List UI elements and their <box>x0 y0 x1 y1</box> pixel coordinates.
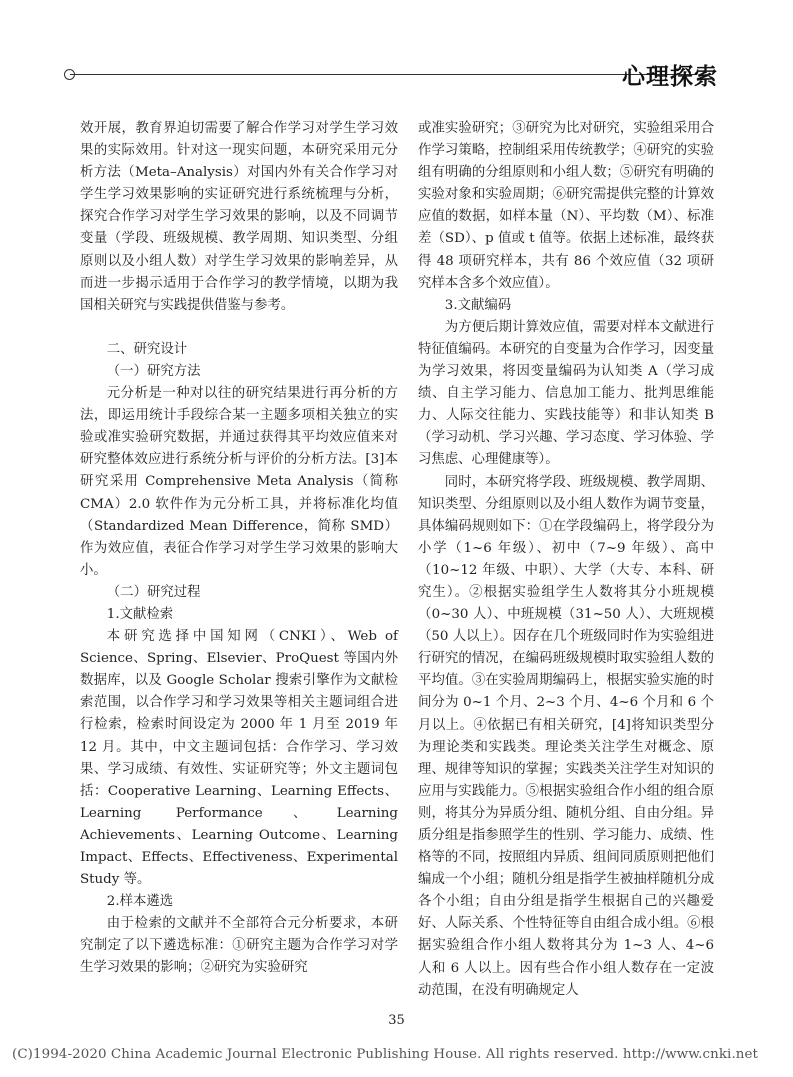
copyright-notice: (C)1994-2020 China Academic Journal Electronic Publishing House. All rights reserved. http://www.cnki.net <box>12 1047 759 1062</box>
left-column <box>80 118 398 980</box>
paragraph-gap <box>80 317 398 339</box>
page-number: 35 <box>388 1013 405 1028</box>
right-column <box>418 118 714 1002</box>
section-heading: （二）研究过程 <box>106 584 201 600</box>
section-heading: 3.文献编码 <box>444 297 512 313</box>
body-paragraph: 或准实验研究；③研究为比对研究，实验组采用合作学习策略，控制组采用传统教学；④研究的实验组有明确的分组原则和小组人数；⑤研究有明确的实验对象和实验周期；⑥研究需提供完整的计算效应值的数据，如样本量（N）、平均数（M）、标准差（SD）、p 值或 t 值等。依据上述标准，最终获得 48 项研究样本，共有 86 个效应值（32 项研究样本含多个效应值）。 <box>418 121 714 291</box>
body-paragraph: 元分析是一种对以往的研究结果进行再分析的方法，即运用统计手段综合某一主题多项相关独立的实验或准实验研究数据，并通过获得其平均效应值来对研究整体效应进行系统分析与评价的分析方法。[3]本研究采用 Comprehensive Meta Analysis（简称 CMA）2.0 软件作为元分析工具，并将标准化均值（Standardized Mean Difference，简称 SMD）作为效应值，表征合作学习对学生学习效果的影响大小。 <box>80 386 398 578</box>
body-paragraph: 由于检索的文献并不全部符合元分析要求，本研究制定了以下遴选标准：①研究主题为合作学习对学生学习效果的影响；②研究为实验研究 <box>80 916 398 976</box>
section-heading: 二、研究设计 <box>106 341 188 357</box>
body-paragraph: 同时，本研究将学段、班级规模、教学周期、知识类型、分组原则以及小组人数作为调节变量，具体编码规则如下：①在学段编码上，将学段分为小学（1~6 年级）、初中（7~9 年级）、高中（10~12 年级、中职）、大学（大专、本科、研究生）。②根据实验组学生人数将其分小班规模（0~30 人）、中班规模（31~50 人）、大班规模（50 人以上）。因存在几个班级同时作为实验组进行研究的情况，在编码班级规模时取实验组人数的平均值。③在实验周期编码上，根据实验实施的时间分为 0~1 个月、2~3 个月、4~6 个月和 6 个月以上。④依据已有相关研究，[4]将知识类型分为理论类和实践类。理论类关注学生对概念、原理、规律等知识的掌握；实践类关注学生对知识的应用与实践能力。⑤根据实验组合作小组的组合原则，将其分为异质分组、随机分组、自由分组。异质分组是指参照学生的性别、学习能力、成绩、性格等的不同，按照组内异质、组间同质原则把他们编成一个小组；随机分组是指学生被抽样随机分成各个小组；自由分组是指学生根据自己的兴趣爱好、人际关系、个性特征等自由组合成小组。⑥根据实验组合作小组人数将其分为 1~3 人、4~6 人和 6 人以上。因有些合作小组人数存在一定波动范围，在没有明确规定人 <box>418 474 714 998</box>
section-heading: （一）研究方法 <box>106 363 201 379</box>
section-title: 心理探索 <box>622 64 718 90</box>
section-heading: 1.文献检索 <box>106 606 174 622</box>
body-paragraph: 本研究选择中国知网（CNKI）、Web of Science、Spring、Elsevier、ProQuest 等国内外数据库，以及 Google Scholar 搜索引擎作为文献检索范围，以合作学习和学习效果等相关主题词组合进行检索，检索时间设定为 2000 年 1 月至 2019 年 12 月。其中，中文主题词包括：合作学习、学习效果、学习成绩、有效性、实证研究等；外文主题词包括：Cooperative Learning、Learning Effects、Learning Performance、Learning Achievements、Learning Outcome、Learning Impact、Effects、Effectiveness、Experimental Study 等。 <box>80 629 398 888</box>
body-paragraph: 效开展，教育界迫切需要了解合作学习对学生学习效果的实际效用。针对这一现实问题，本研究采用元分析方法（Meta–Analysis）对国内外有关合作学习对学生学习效果影响的实证研究进行系统梳理与分析，探究合作学习对学生学习效果的影响，以及不同调节变量（学段、班级规模、教学周期、知识类型、分组原则以及小组人数）对学生学习效果的影响差异，从而进一步揭示适用于合作学习的教学情境，以期为我国相关研究与实践提供借鉴与参考。 <box>80 121 398 313</box>
body-paragraph: 为方便后期计算效应值，需要对样本文献进行特征值编码。本研究的自变量为合作学习，因变量为学习效果，将因变量编码为认知类 A（学习成绩、自主学习能力、信息加工能力、批判思维能力、人际交往能力、实践技能等）和非认知类 B（学习动机、学习兴趣、学习态度、学习体验、学习焦虑、心理健康等）。 <box>418 319 714 468</box>
header-rule <box>70 74 697 75</box>
section-heading: 2.样本遴选 <box>106 894 174 910</box>
